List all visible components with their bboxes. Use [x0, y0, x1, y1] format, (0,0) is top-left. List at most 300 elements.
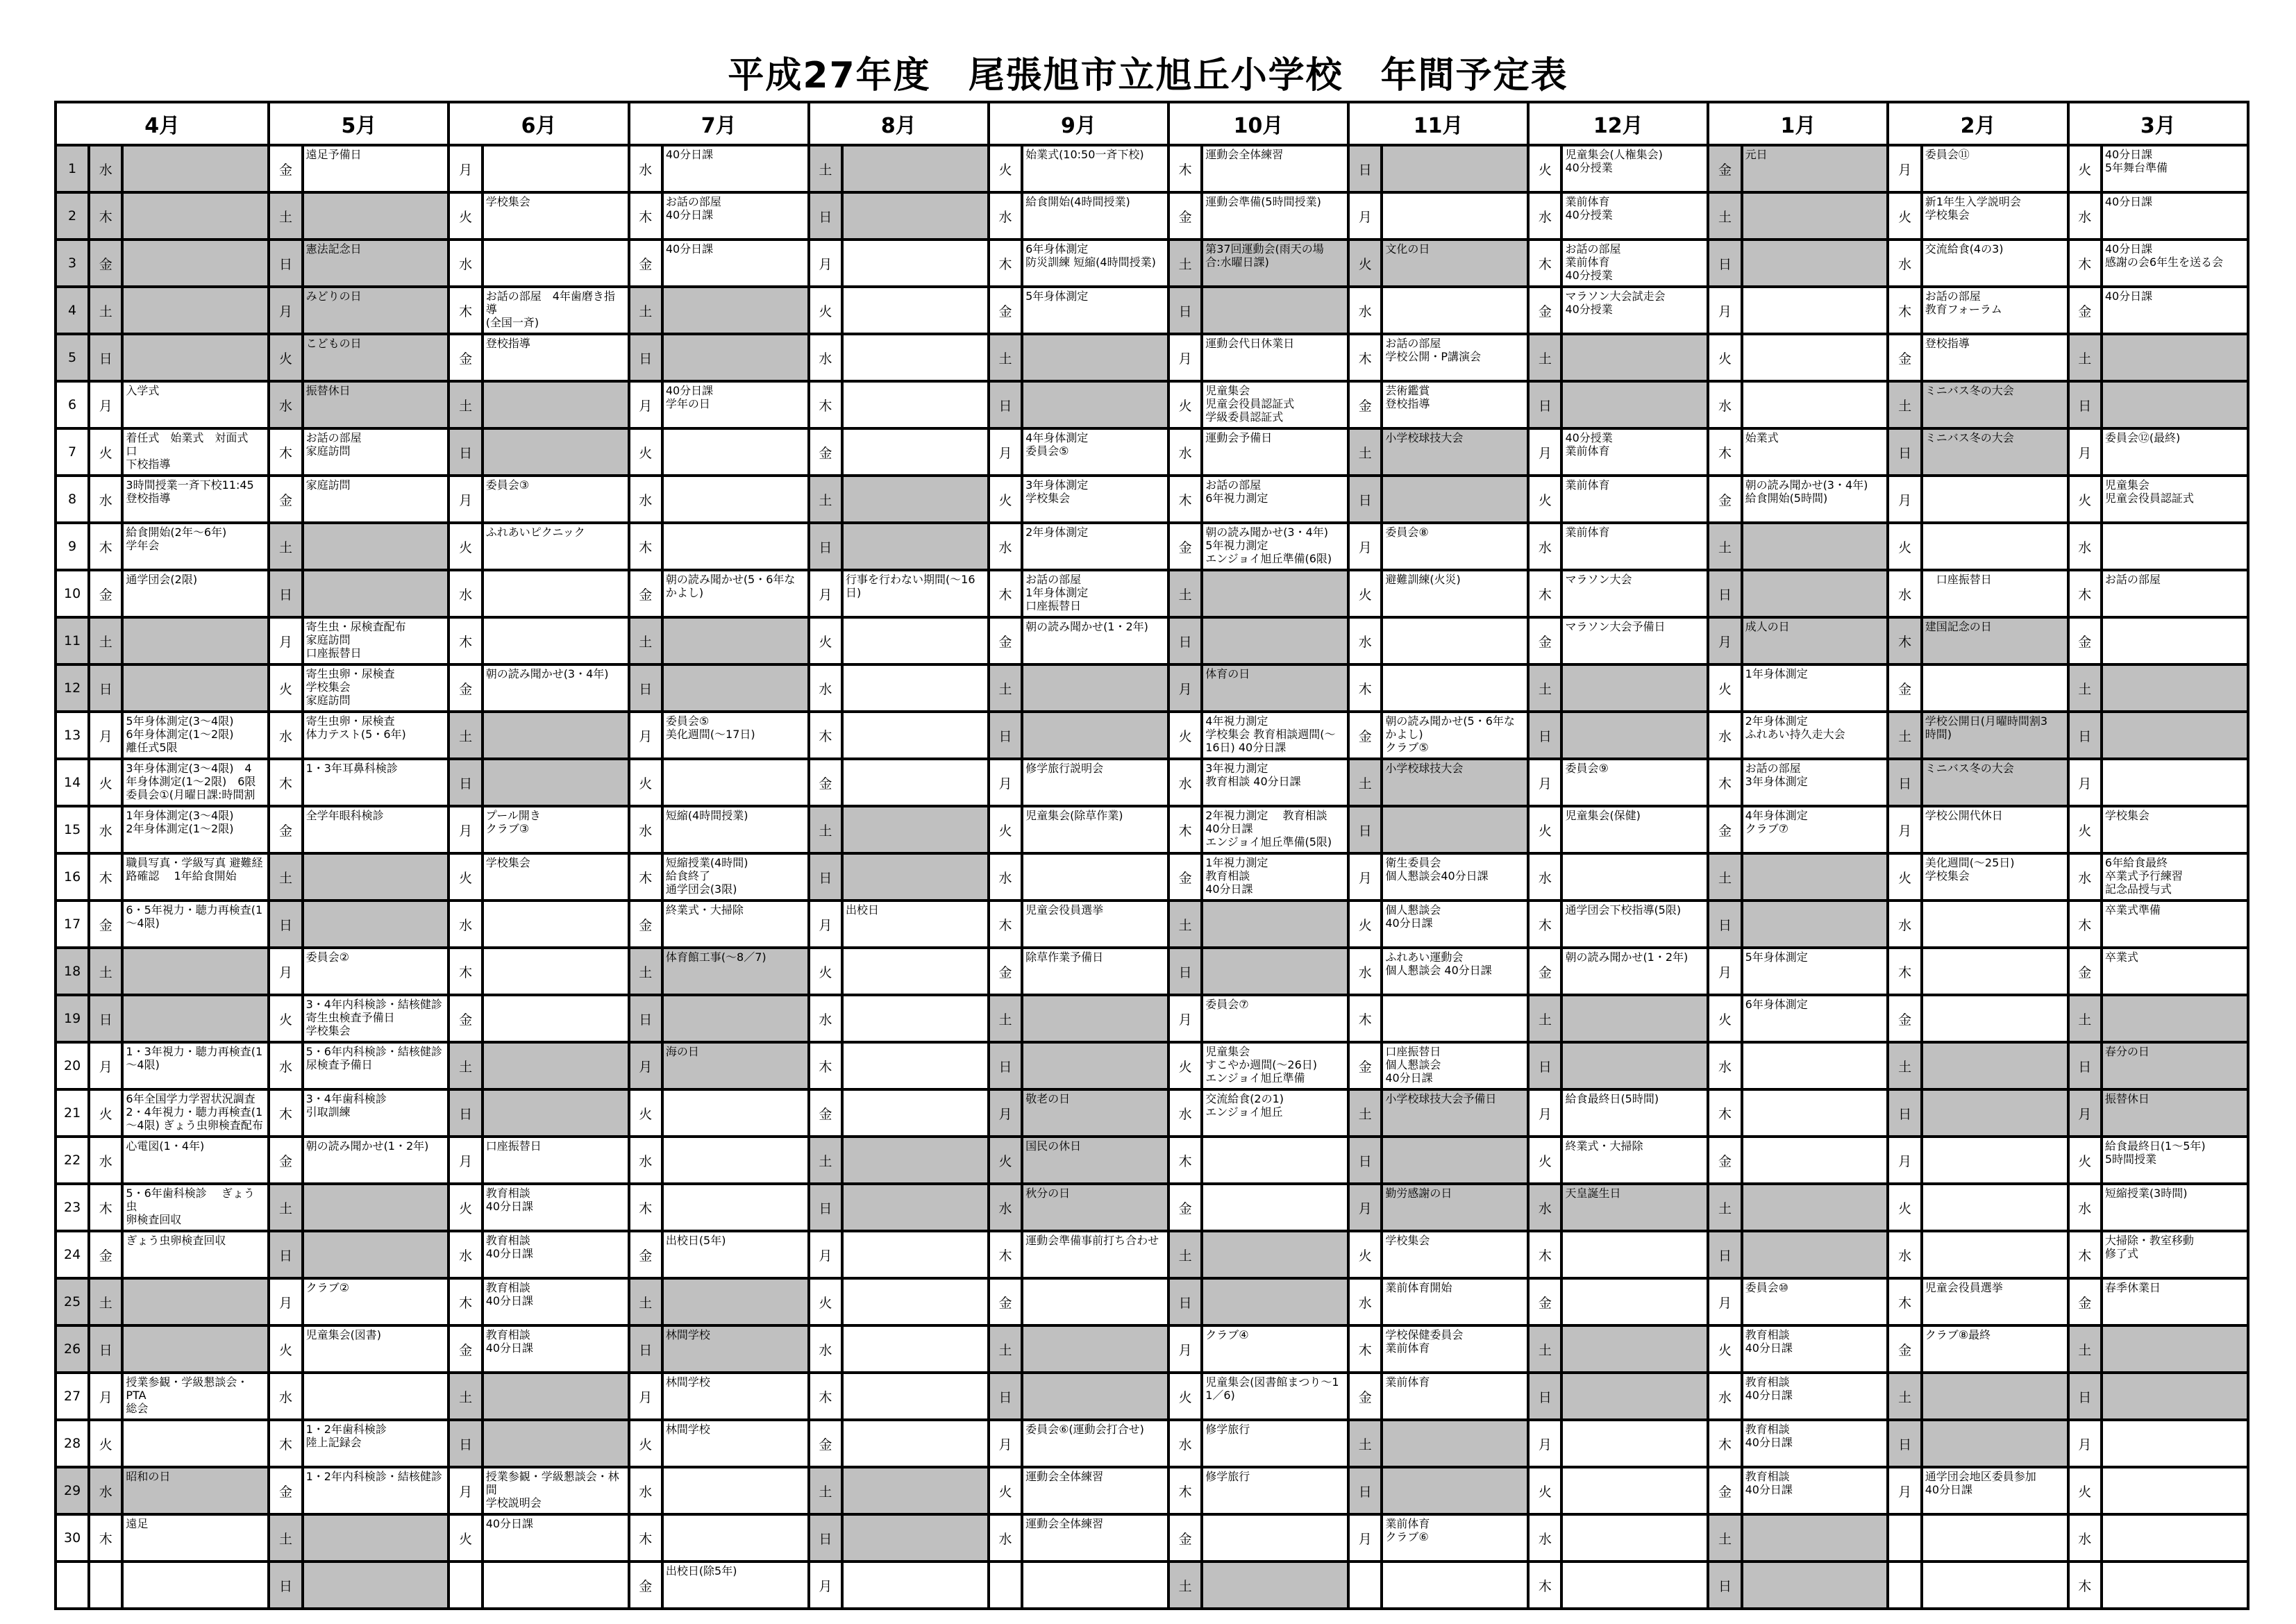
event-cell: 3・4年歯科検診 引取訓練 [303, 1089, 449, 1137]
weekday-cell: 土 [89, 287, 122, 334]
weekday-cell: 水 [2068, 1514, 2102, 1562]
event-cell: 短縮(4時間授業) [662, 806, 809, 853]
event-cell: マラソン大会予備日 [1561, 617, 1708, 664]
weekday-cell: 土 [629, 948, 662, 995]
day-number: 25 [56, 1278, 89, 1325]
weekday-cell: 土 [989, 1325, 1022, 1373]
event-cell: 芸術鑑賞 登校指導 [1382, 381, 1528, 428]
day-number: 13 [56, 712, 89, 759]
weekday-cell: 月 [1528, 1420, 1561, 1467]
weekday-cell: 火 [809, 1278, 842, 1325]
event-cell: 5年身体測定 [1022, 287, 1168, 334]
weekday-cell: 日 [1168, 948, 1202, 995]
weekday-cell: 月 [989, 1089, 1022, 1137]
weekday-cell: 日 [629, 664, 662, 712]
event-cell: 3年身体測定(3～4限) 4 年身体測定(1～2限) 6限 委員会①(月曜日課:時間割 [122, 759, 269, 806]
event-cell: 勤労感謝の日 [1382, 1184, 1528, 1231]
event-cell [1561, 712, 1708, 759]
event-cell: 児童集会(図書) [303, 1325, 449, 1373]
weekday-cell: 火 [2068, 476, 2102, 523]
event-cell [2102, 664, 2248, 712]
weekday-cell: 水 [629, 145, 662, 192]
weekday-cell: 月 [1348, 192, 1382, 240]
weekday-cell: 金 [989, 617, 1022, 664]
event-cell: 朝の読み聞かせ(3・4年) [483, 664, 629, 712]
weekday-cell: 水 [269, 712, 302, 759]
weekday-cell: 木 [1708, 759, 1741, 806]
event-cell: こどもの日 [303, 334, 449, 381]
event-cell: ふれあい運動会 個人懇談会 40分日課 [1382, 948, 1528, 995]
weekday-cell: 金 [1168, 1184, 1202, 1231]
weekday-cell: 月 [1528, 759, 1561, 806]
weekday-cell: 土 [269, 192, 302, 240]
event-cell [2102, 1467, 2248, 1514]
event-cell [842, 1089, 989, 1137]
day-row [56, 1278, 2248, 1325]
weekday-cell: 土 [449, 712, 482, 759]
weekday-cell: 金 [1888, 995, 1921, 1042]
day-row [56, 853, 2248, 901]
weekday-cell: 月 [1708, 948, 1741, 995]
weekday-cell: 水 [89, 145, 122, 192]
event-cell [303, 1231, 449, 1278]
event-cell: みどりの日 [303, 287, 449, 334]
weekday-cell: 火 [89, 428, 122, 476]
event-cell [1382, 664, 1528, 712]
weekday-cell: 金 [1348, 1373, 1382, 1420]
day-number [56, 1562, 89, 1609]
event-cell: 委員会⑨ [1561, 759, 1708, 806]
event-cell [2102, 1325, 2248, 1373]
weekday-cell: 木 [1168, 145, 1202, 192]
weekday-cell: 土 [629, 287, 662, 334]
weekday-cell: 月 [1528, 428, 1561, 476]
weekday-cell: 日 [1888, 1420, 1921, 1467]
event-cell: 2年身体測定 ふれあい持久走大会 [1742, 712, 1888, 759]
event-cell: 教育相談 40分日課 [483, 1278, 629, 1325]
weekday-cell: 土 [1888, 1373, 1921, 1420]
weekday-cell: 土 [1528, 664, 1561, 712]
weekday-cell: 木 [629, 1184, 662, 1231]
event-cell: 小学校球技大会 [1382, 428, 1528, 476]
day-number: 29 [56, 1467, 89, 1514]
day-row [56, 1325, 2248, 1373]
event-cell: 朝の読み聞かせ(3・4年) 給食開始(5時間) [1742, 476, 1888, 523]
weekday-cell: 火 [2068, 145, 2102, 192]
event-cell: 委員会⑩ [1742, 1278, 1888, 1325]
event-cell [1022, 995, 1168, 1042]
weekday-cell: 金 [1168, 523, 1202, 570]
weekday-cell: 火 [1888, 192, 1921, 240]
weekday-cell: 土 [1708, 1514, 1741, 1562]
event-cell: 遠足 [122, 1514, 269, 1562]
event-cell [662, 617, 809, 664]
weekday-cell: 金 [1528, 617, 1561, 664]
event-cell [122, 617, 269, 664]
event-cell: 除草作業予備日 [1022, 948, 1168, 995]
weekday-cell: 木 [1528, 1562, 1561, 1609]
event-cell [842, 381, 989, 428]
event-cell: 学校公開日(月曜時間割3 時間) [1922, 712, 2068, 759]
event-cell [1382, 806, 1528, 853]
event-cell: 建国記念の日 [1922, 617, 2068, 664]
day-row [56, 712, 2248, 759]
event-cell: 家庭訪問 [303, 476, 449, 523]
event-cell: ミニバス冬の大会 [1922, 381, 2068, 428]
event-cell [2102, 995, 2248, 1042]
event-cell: お話の部屋 学校公開・P講演会 [1382, 334, 1528, 381]
weekday-cell: 日 [89, 995, 122, 1042]
weekday-cell: 火 [1348, 1231, 1382, 1278]
weekday-cell: 日 [89, 334, 122, 381]
event-cell [483, 240, 629, 287]
event-cell: お話の部屋 6年視力測定 [1202, 476, 1348, 523]
event-cell: 1・2年歯科検診 陸上記録会 [303, 1420, 449, 1467]
event-cell [1382, 145, 1528, 192]
weekday-cell: 土 [1708, 1184, 1741, 1231]
event-cell [483, 995, 629, 1042]
weekday-cell: 木 [1888, 1278, 1921, 1325]
weekday-cell: 水 [809, 664, 842, 712]
weekday-cell: 火 [449, 853, 482, 901]
event-cell [1561, 995, 1708, 1042]
weekday-cell: 月 [449, 1467, 482, 1514]
event-cell [842, 1467, 989, 1514]
event-cell: 4年視力測定 学校集会 教育相談週間(～ 16日) 40分日課 [1202, 712, 1348, 759]
event-cell [1382, 1467, 1528, 1514]
weekday-cell: 火 [449, 192, 482, 240]
event-cell [842, 1042, 989, 1089]
event-cell [1742, 1137, 1888, 1184]
weekday-cell: 火 [809, 617, 842, 664]
event-cell: 通学団会下校指導(5限) [1561, 901, 1708, 948]
weekday-cell: 日 [2068, 381, 2102, 428]
event-cell: 登校指導 [1922, 334, 2068, 381]
event-cell: 委員会② [303, 948, 449, 995]
weekday-cell: 金 [1168, 853, 1202, 901]
event-cell [1382, 192, 1528, 240]
weekday-cell: 水 [449, 240, 482, 287]
day-number: 16 [56, 853, 89, 901]
weekday-cell: 水 [1708, 1373, 1741, 1420]
day-number: 1 [56, 145, 89, 192]
weekday-cell: 土 [1168, 1231, 1202, 1278]
event-cell [122, 287, 269, 334]
weekday-cell: 金 [1708, 1467, 1741, 1514]
event-cell [1742, 287, 1888, 334]
weekday-cell: 月 [1168, 995, 1202, 1042]
event-cell [1742, 1514, 1888, 1562]
event-cell: 委員会⑫(最終) [2102, 428, 2248, 476]
weekday-cell: 土 [1708, 192, 1741, 240]
event-cell: 朝の読み聞かせ(1・2年) [303, 1137, 449, 1184]
weekday-cell: 月 [809, 570, 842, 617]
weekday-cell: 火 [1528, 145, 1561, 192]
weekday-cell: 金 [629, 240, 662, 287]
weekday-cell: 木 [809, 712, 842, 759]
event-cell [842, 1420, 989, 1467]
weekday-cell: 水 [629, 806, 662, 853]
weekday-cell: 水 [1708, 1042, 1741, 1089]
weekday-cell: 土 [809, 476, 842, 523]
weekday-cell: 日 [1708, 1231, 1741, 1278]
day-number: 7 [56, 428, 89, 476]
weekday-cell: 火 [1708, 1325, 1741, 1373]
day-number: 10 [56, 570, 89, 617]
weekday-cell: 火 [809, 948, 842, 995]
event-cell [1742, 523, 1888, 570]
weekday-cell: 月 [449, 1137, 482, 1184]
weekday-cell: 日 [1348, 476, 1382, 523]
weekday-cell: 木 [449, 287, 482, 334]
annual-schedule-table [54, 101, 2249, 1610]
weekday-cell [89, 1562, 122, 1609]
event-cell: 学校集会 [1382, 1231, 1528, 1278]
event-cell: 体育の日 [1202, 664, 1348, 712]
event-cell [842, 995, 989, 1042]
event-cell: 終業式・大掃除 [662, 901, 809, 948]
day-number: 9 [56, 523, 89, 570]
event-cell [1022, 712, 1168, 759]
event-cell: 遠足予備日 [303, 145, 449, 192]
weekday-cell: 日 [809, 1514, 842, 1562]
weekday-cell: 水 [809, 1325, 842, 1373]
event-cell [122, 145, 269, 192]
event-cell: 卒業式準備 [2102, 901, 2248, 948]
weekday-cell: 火 [1348, 570, 1382, 617]
weekday-cell: 金 [809, 759, 842, 806]
event-cell [122, 948, 269, 995]
event-cell: 4年身体測定 委員会⑤ [1022, 428, 1168, 476]
event-cell: 秋分の日 [1022, 1184, 1168, 1231]
weekday-cell: 金 [1888, 334, 1921, 381]
event-cell [122, 1420, 269, 1467]
event-cell: 運動会全体練習 [1022, 1514, 1168, 1562]
event-cell: 終業式・大掃除 [1561, 1137, 1708, 1184]
weekday-cell: 金 [269, 145, 302, 192]
weekday-cell: 金 [1708, 806, 1741, 853]
weekday-cell: 日 [1168, 287, 1202, 334]
month-header: 1月 [1708, 102, 1888, 145]
weekday-cell: 土 [1168, 901, 1202, 948]
event-cell [1382, 1137, 1528, 1184]
event-cell: 寄生虫卵・尿検査 体力テスト(5・6年) [303, 712, 449, 759]
weekday-cell: 土 [989, 664, 1022, 712]
weekday-cell: 土 [1888, 381, 1921, 428]
day-row [56, 145, 2248, 192]
weekday-cell: 土 [269, 1184, 302, 1231]
event-cell: 春季休業日 [2102, 1278, 2248, 1325]
day-number: 8 [56, 476, 89, 523]
weekday-cell: 水 [1888, 1231, 1921, 1278]
weekday-cell: 金 [89, 1231, 122, 1278]
event-cell: 3年身体測定 学校集会 [1022, 476, 1168, 523]
event-cell [2102, 1514, 2248, 1562]
weekday-cell: 火 [269, 334, 302, 381]
event-cell: 修学旅行 [1202, 1467, 1348, 1514]
day-row [56, 334, 2248, 381]
weekday-cell: 土 [2068, 334, 2102, 381]
event-cell: 5・6年内科検診・結核健診 尿検査予備日 [303, 1042, 449, 1089]
event-cell [2102, 334, 2248, 381]
weekday-cell: 月 [629, 1373, 662, 1420]
weekday-cell: 水 [89, 476, 122, 523]
weekday-cell: 金 [1708, 476, 1741, 523]
event-cell [842, 334, 989, 381]
event-cell [842, 617, 989, 664]
day-number: 19 [56, 995, 89, 1042]
event-cell [842, 428, 989, 476]
event-cell: 運動会準備事前打ち合わせ [1022, 1231, 1168, 1278]
event-cell: 心電図(1・4年) [122, 1137, 269, 1184]
event-cell: 教育相談 40分日課 [1742, 1420, 1888, 1467]
weekday-cell: 月 [629, 1042, 662, 1089]
month-header: 5月 [269, 102, 449, 145]
event-cell [842, 523, 989, 570]
event-cell [1922, 1231, 2068, 1278]
event-cell: 個人懇談会 40分日課 [1382, 901, 1528, 948]
weekday-cell: 金 [629, 901, 662, 948]
event-cell [303, 192, 449, 240]
day-number: 28 [56, 1420, 89, 1467]
event-cell [483, 712, 629, 759]
event-cell [483, 901, 629, 948]
event-cell: 3時間授業一斉下校11:45 登校指導 [122, 476, 269, 523]
weekday-cell: 火 [809, 287, 842, 334]
event-cell: 40分日課 [483, 1514, 629, 1562]
event-cell [1561, 1467, 1708, 1514]
weekday-cell: 水 [2068, 853, 2102, 901]
weekday-cell: 日 [2068, 1373, 2102, 1420]
weekday-cell: 日 [1708, 1562, 1741, 1609]
weekday-cell: 月 [89, 381, 122, 428]
event-cell: 委員会③ [483, 476, 629, 523]
weekday-cell: 日 [2068, 1042, 2102, 1089]
event-cell: 運動会全体練習 [1202, 145, 1348, 192]
event-cell [303, 570, 449, 617]
weekday-cell: 木 [989, 240, 1022, 287]
event-cell [842, 192, 989, 240]
weekday-cell: 水 [989, 1184, 1022, 1231]
event-cell: ふれあいピクニック [483, 523, 629, 570]
day-number: 27 [56, 1373, 89, 1420]
weekday-cell: 水 [1168, 1420, 1202, 1467]
event-cell: 委員会⑧ [1382, 523, 1528, 570]
weekday-cell: 水 [1168, 1089, 1202, 1137]
event-cell [1561, 1231, 1708, 1278]
event-cell [1202, 1137, 1348, 1184]
weekday-cell: 火 [449, 523, 482, 570]
event-cell: 短縮授業(3時間) [2102, 1184, 2248, 1231]
weekday-cell: 金 [629, 1562, 662, 1609]
event-cell [1922, 476, 2068, 523]
event-cell [842, 712, 989, 759]
event-cell [1742, 1184, 1888, 1231]
event-cell: 美化週間(～25日) 学校集会 [1922, 853, 2068, 901]
weekday-cell: 月 [449, 476, 482, 523]
weekday-cell: 水 [1348, 617, 1382, 664]
weekday-cell: 水 [629, 476, 662, 523]
event-cell: マラソン大会 [1561, 570, 1708, 617]
weekday-cell: 金 [809, 1089, 842, 1137]
event-cell [303, 1373, 449, 1420]
weekday-cell: 水 [89, 1137, 122, 1184]
page-title: 平成27年度 尾張旭市立旭丘小学校 年間予定表 [728, 55, 1568, 97]
weekday-cell: 木 [89, 1184, 122, 1231]
event-cell: 委員会⑥(運動会打合せ) [1022, 1420, 1168, 1467]
event-cell [1561, 1278, 1708, 1325]
weekday-cell: 水 [269, 1042, 302, 1089]
weekday-cell: 木 [1348, 995, 1382, 1042]
weekday-cell: 日 [1168, 617, 1202, 664]
weekday-cell [1888, 1562, 1921, 1609]
event-cell [1561, 1420, 1708, 1467]
event-cell [1561, 1042, 1708, 1089]
weekday-cell: 木 [449, 617, 482, 664]
weekday-cell: 月 [269, 617, 302, 664]
event-cell [1202, 1231, 1348, 1278]
event-cell [1742, 240, 1888, 287]
event-cell: 業前体育 [1561, 476, 1708, 523]
event-cell: 6・5年視力・聴力再検査(1 ～4限) [122, 901, 269, 948]
weekday-cell: 土 [809, 1467, 842, 1514]
weekday-cell: 水 [2068, 192, 2102, 240]
event-cell: 学校集会 [483, 192, 629, 240]
weekday-cell: 木 [629, 1514, 662, 1562]
event-cell: ミニバス冬の大会 [1922, 759, 2068, 806]
event-cell: お話の部屋 [2102, 570, 2248, 617]
weekday-cell: 月 [269, 948, 302, 995]
day-number: 12 [56, 664, 89, 712]
day-row [56, 240, 2248, 287]
event-cell: 委員会⑦ [1202, 995, 1348, 1042]
weekday-cell: 月 [1888, 145, 1921, 192]
weekday-cell: 火 [629, 428, 662, 476]
event-cell: 教育相談 40分日課 [483, 1231, 629, 1278]
event-cell: 学校集会 [483, 853, 629, 901]
weekday-cell: 木 [1348, 1325, 1382, 1373]
weekday-cell: 月 [1348, 853, 1382, 901]
event-cell [1742, 1231, 1888, 1278]
event-cell: 給食開始(2年～6年) 学年会 [122, 523, 269, 570]
event-cell [662, 334, 809, 381]
event-cell: 文化の日 [1382, 240, 1528, 287]
event-cell [662, 1089, 809, 1137]
weekday-cell: 金 [809, 1420, 842, 1467]
weekday-cell: 木 [1348, 664, 1382, 712]
weekday-cell: 日 [1888, 1089, 1921, 1137]
event-cell: 学校集会 [2102, 806, 2248, 853]
event-cell: 5・6年歯科検診 ぎょう虫 卵検査回収 [122, 1184, 269, 1231]
event-cell: 口座振替日 [1922, 570, 2068, 617]
event-cell [662, 1137, 809, 1184]
event-cell: 1・3年耳鼻科検診 [303, 759, 449, 806]
event-cell: 出校日(除5年) [662, 1562, 809, 1609]
weekday-cell [449, 1562, 482, 1609]
event-cell [2102, 712, 2248, 759]
weekday-cell: 金 [449, 1325, 482, 1373]
event-cell: 児童集会(図書館まつり～1 1／6) [1202, 1373, 1348, 1420]
weekday-cell: 水 [449, 901, 482, 948]
weekday-cell: 日 [629, 1325, 662, 1373]
weekday-cell [989, 1562, 1022, 1609]
weekday-cell: 土 [2068, 664, 2102, 712]
event-cell: 業前体育 [1382, 1373, 1528, 1420]
weekday-cell: 日 [1708, 570, 1741, 617]
weekday-cell: 火 [1168, 1373, 1202, 1420]
weekday-cell: 土 [89, 1278, 122, 1325]
event-cell [1922, 1373, 2068, 1420]
